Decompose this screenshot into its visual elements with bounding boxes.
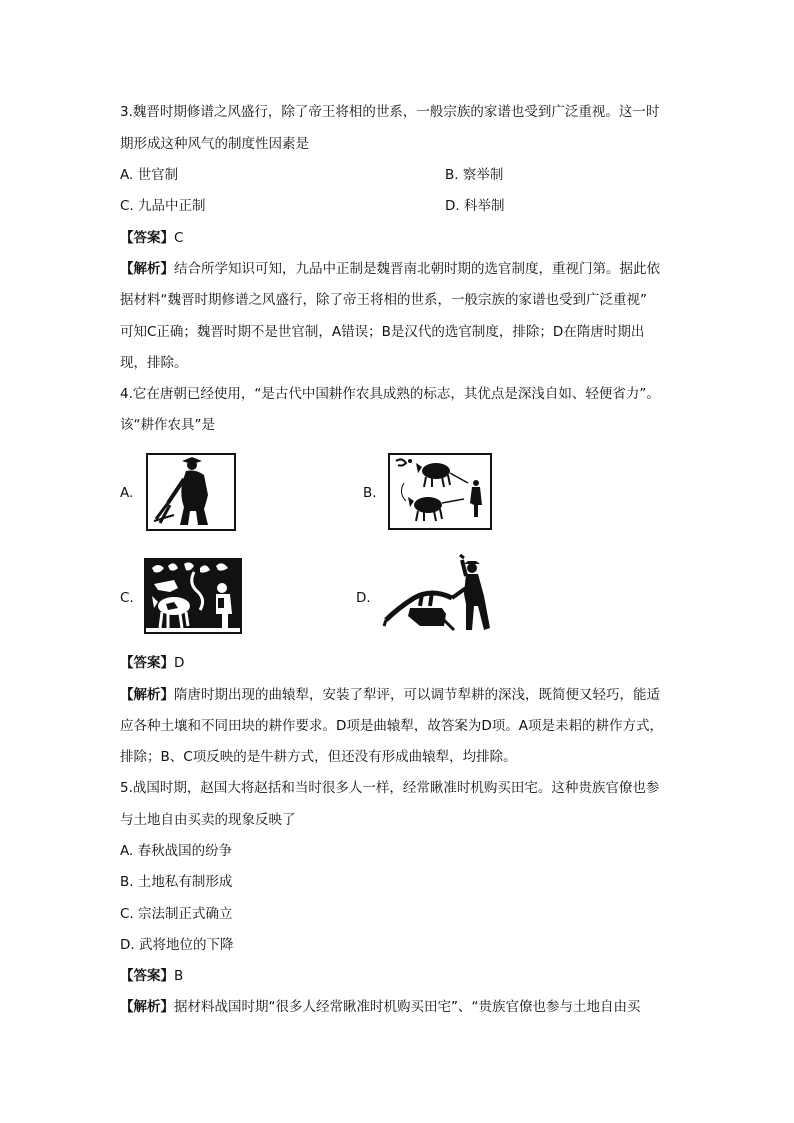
answer-value: C (174, 230, 184, 246)
q5-analysis-line1 (120, 998, 680, 1016)
q3-analysis-line4: 现，排除。 (120, 355, 188, 371)
q3-option-b: B. 察举制 (445, 167, 504, 183)
answer-tag: 【答案】 (120, 968, 174, 984)
answer-tag: 【答案】 (120, 230, 174, 246)
q3-analysis-line2: 据材料“魏晋时期修谱之风盛行，除了帝王将相的世系，一般宗族的家谱也受到广泛重视” (120, 292, 647, 308)
answer-tag: 【答案】 (120, 655, 174, 671)
q3-stem-line1: 3.魏晋时期修谱之风盛行，除了帝王将相的世系，一般宗族的家谱也受到广泛重视。这一时 (120, 104, 660, 120)
q5-option-a: A. 春秋战国的纷争 (120, 843, 233, 859)
q4-analysis-line1 (120, 686, 680, 704)
q4-stem-line1: 4.它在唐朝已经使用，“是古代中国耕作农具成熟的标志，其优点是深浅自如、轻便省力”。 (120, 386, 660, 402)
q4-label-b: B. (363, 485, 377, 501)
q4-label-a: A. (120, 485, 134, 501)
q4-stem-line2: 该“耕作农具”是 (120, 417, 215, 433)
q3-stem-line2: 期形成这种风气的制度性因素是 (120, 136, 309, 152)
image-option-c (144, 558, 242, 634)
q3-analysis-line3: 可知C正确；魏晋时期不是世官制，A错误；B是汉代的选官制度，排除；D在隋唐时期出 (120, 324, 645, 340)
q3-answer (120, 229, 680, 247)
q3-option-c: C. 九品中正制 (120, 198, 206, 214)
q4-analysis-line3: 排除；B、C项反映的是牛耕方式，但还没有形成曲辕犁，均排除。 (120, 749, 517, 765)
q5-option-d: D. 武将地位的下降 (120, 937, 234, 953)
image-option-a (146, 453, 236, 531)
image-option-d (380, 554, 498, 634)
analysis-text: 隋唐时期出现的曲辕犁，安装了犁评，可以调节犁耕的深浅，既简便又轻巧，能适 (174, 687, 660, 703)
q5-option-b: B. 土地私有制形成 (120, 874, 233, 890)
q3-option-d: D. 科举制 (445, 198, 505, 214)
q4-label-c: C. (120, 590, 134, 606)
q5-stem-line1: 5.战国时期，赵国大将赵括和当时很多人一样，经常瞅准时机购买田宅。这种贵族官僚也参 (120, 780, 660, 796)
answer-value: B (174, 968, 184, 984)
q4-label-d: D. (356, 590, 371, 606)
analysis-tag: 【解析】 (120, 687, 174, 703)
analysis-text: 结合所学知识可知，九品中正制是魏晋南北朝时期的选官制度，重视门第。据此依 (174, 261, 660, 277)
image-option-b (388, 453, 492, 530)
q3-analysis-line1 (120, 260, 680, 278)
q4-analysis-line2: 应各种土壤和不同田块的耕作要求。D项是曲辕犁，故答案为D项。A项是耒耜的耕作方式， (120, 718, 664, 734)
q4-answer (120, 654, 680, 672)
q5-option-c: C. 宗法制正式确立 (120, 906, 233, 922)
answer-value: D (174, 655, 185, 671)
analysis-tag: 【解析】 (120, 261, 174, 277)
q3-option-a: A. 世官制 (120, 167, 179, 183)
analysis-tag: 【解析】 (120, 999, 174, 1015)
q5-stem-line2: 与土地自由买卖的现象反映了 (120, 812, 296, 828)
q5-answer (120, 967, 680, 985)
analysis-text: 据材料战国时期“很多人经常瞅准时机购买田宅”、“贵族官僚也参与土地自由买 (174, 999, 641, 1015)
